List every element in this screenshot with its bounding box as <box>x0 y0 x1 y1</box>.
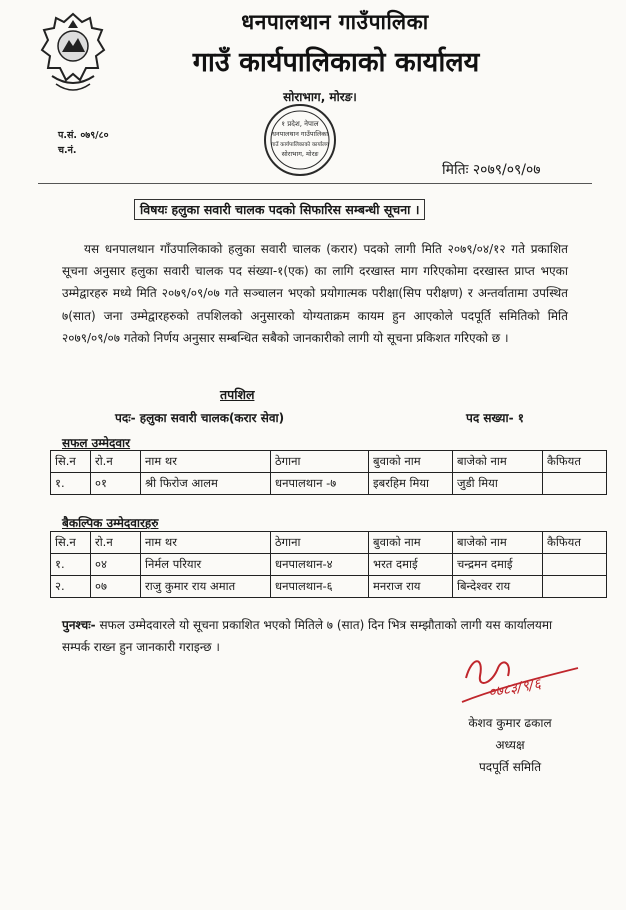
alternate-table <box>50 531 607 598</box>
svg-text:सोराभाग, मोरङ: सोराभाग, मोरङ <box>281 150 319 158</box>
signer-committee: पदपूर्ति समिति <box>478 760 542 774</box>
table-row: १. ०१ श्री फिरोज आलम धनपालथान -७ इबरहिम मिया जुडी मिया <box>51 473 607 495</box>
svg-text:धनपालथान गाउँपालिका: धनपालथान गाउँपालिका <box>272 130 328 138</box>
reference-number: प.सं. ०७९/८० <box>58 130 109 141</box>
alternate-heading: बैकल्पिक उम्मेदवारहरु <box>62 516 159 530</box>
handwritten-signature <box>458 648 582 708</box>
successful-table <box>50 450 607 495</box>
nepal-emblem-icon <box>38 10 108 96</box>
signer-name: केशव कुमार ढकाल <box>468 716 552 730</box>
table-row: १. ०४ निर्मल परियार धनपालथान-४ भरत दमाई चन्द्रमन दमाई <box>51 554 607 576</box>
table-header-row: सि.न रो.न नाम थर ठेगाना बुवाको नाम बाजेको नाम कैफियत <box>51 451 607 473</box>
reference-block <box>58 128 109 158</box>
svg-text:१ प्रदेश, नेपाल: १ प्रदेश, नेपाल <box>281 120 319 128</box>
notice-date: मितिः २०७९/०९/०७ <box>442 162 541 178</box>
body-paragraph: यस धनपालथान गाँउपालिकाको हलुका सवारी चालक (करार) पदको लागी मिति २०७९/०४/१२ गते प्रकाशित सूचना अनुसार हलुका सवारी चालक पद संख्या-१(एक) का लागि दरखास्त माग गरिएकोमा दरखास्त प्राप्त भएका उम्मेद्वारहरु मध्ये मिति २०७९/०९/०७ गते सञ्चालन भएको प्रयोगात्मक परीक्षा(सिप परीक्षण) र अन्तर्वातामा उपस्थित ७(सात) जना उम्मेद्वारहरुको तपशिलको अनुसारको योग्यताक्रम कायम हुन आएकोले पदपूर्ति समितिको मिति २०७९/०९/०७ गतेको निर्णय अनुसार सम्बन्धित सबैको जानकारीको लागी यो सूचना प्रकिशत गरिएको छ । <box>62 242 568 345</box>
post-count: पद सख्या- १ <box>466 411 524 425</box>
postscript-text: सफल उम्मेदवारले यो सूचना प्रकाशित भएको मितिले ७ (सात) दिन भित्र सम्झौताको लागी यस कार्यालयमा सम्पर्क राख्न हुन जानकारी गराइन्छ । <box>62 618 553 654</box>
signer-role: अध्यक्ष <box>495 738 525 752</box>
table-header-row: सि.न रो.न नाम थर ठेगाना बुवाको नाम बाजेको नाम कैफियत <box>51 532 607 554</box>
municipality-name: धनपालथान गाउँपालिका <box>241 10 429 34</box>
table-row: २. ०७ राजु कुमार राय अमात धनपालथान-६ मनराज राय बिन्देश्वर राय <box>51 576 607 598</box>
details-heading: तपशिल <box>220 387 255 402</box>
post-title: पदः- हलुका सवारी चालक(करार सेवा) <box>115 411 285 425</box>
subject-line: विषयः हलुका सवारी चालक पदको सिफारिस सम्बन्धी सूचना । <box>134 199 425 220</box>
postscript-label: पुनश्चः- <box>62 618 96 632</box>
office-name: गाउँ कार्यपालिकाको कार्यालय <box>192 47 480 78</box>
office-stamp <box>262 102 338 178</box>
office-address: सोराभाग, मोरङ। <box>283 90 357 104</box>
svg-text:०७८३/९/६: ०७८३/९/६ <box>487 676 543 702</box>
signer-block <box>440 712 580 778</box>
header-divider <box>38 183 592 184</box>
dispatch-number: च.नं. <box>58 145 77 156</box>
svg-text:गाउँ कार्यपालिकाको कार्यालय: गाउँ कार्यपालिकाको कार्यालय <box>270 142 330 148</box>
successful-heading: सफल उम्मेदवार <box>62 436 131 450</box>
